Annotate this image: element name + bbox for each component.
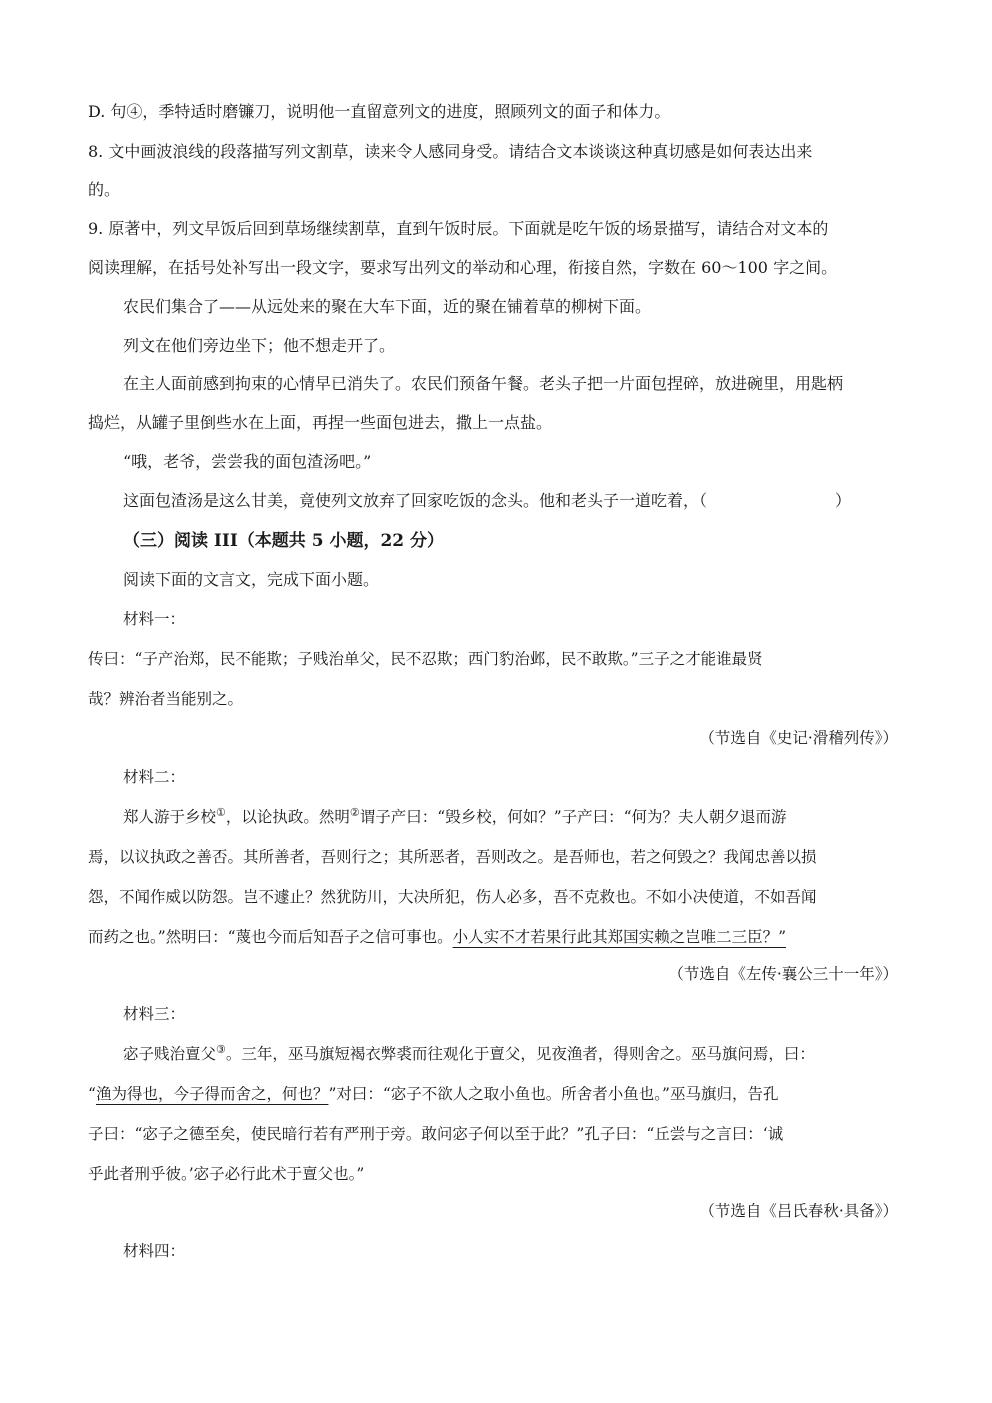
material-1-line2: 哉？辨治者当能别之。 [88,690,244,708]
material-3-line3: 子曰：“宓子之德至矣，使民暗行若有严刑于旁。敢问宓子何以至于此？”孔子曰：“丘尝与之言曰：‘诚 [88,1125,784,1143]
material-3-line2 [88,1083,778,1105]
material-2-line1-part-c: 谓子产曰：“毁乡校，何如？”子产曰：“何为？夫人朝夕退而游 [359,808,787,826]
passage-paragraph-5 [123,490,851,512]
passage-paragraph-4: “哦，老爷，尝尝我的面包渣汤吧。” [123,452,372,471]
q9-text-line1: 9. 原著中，列文早饭后回到草场继续割草，直到午饭时辰。下面就是吃午饭的场景描写，请结合对文本的 [88,219,829,238]
material-3-line4: 乎此者刑乎彼。’宓子必行此术于亶父也。” [88,1165,365,1183]
material-2-line4 [88,926,786,948]
material-3-line1-part-a: 宓子贱治亶父 [123,1045,217,1063]
q8-text-line2: 的。 [88,180,121,199]
material-3-line1 [123,1043,815,1065]
material-2-source: （节选自《左传·襄公三十一年》） [668,965,898,983]
material-2-line1-part-a: 郑人游于乡校 [123,808,217,826]
passage-paragraph-2: 列文在他们旁边坐下；他不想走开了。 [123,336,396,355]
material-3-source: （节选自《吕氏春秋·具备》） [699,1202,898,1220]
paragraph-5-text: 这面包渣汤是这么甘美，竟使列文放弃了回家吃饭的念头。他和老头子一道吃着，（ [123,491,708,510]
footnote-marker-1: ① [216,806,226,819]
q8-text-line1: 8. 文中画波浪线的段落描写列文割草，读来令人感同身受。请结合文本谈谈这种真切感是如何表达出来 [88,142,813,161]
closing-paren: ） [835,491,852,510]
material-1-line1: 传曰：“子产治郑，民不能欺；子贱治单父，民不忍欺；西门豹治邺，民不敢欺。”三子之才能谁最贤 [88,650,763,668]
material-2-label: 材料二： [123,768,186,786]
section3-heading: （三）阅读 III（本题共 5 小题，22 分） [123,531,445,551]
material-2-line2: 焉，以议执政之善否。其所善者，吾则行之；其所恶者，吾则改之。是吾师也，若之何毁之？我闻忠善以损 [88,848,817,866]
material-3-open-quote: “ [88,1085,96,1103]
section3-instruction: 阅读下面的文言文，完成下面小题。 [123,570,380,589]
material-3-line1-part-b: 。三年，巫马旗短褐衣弊裘而往观化于亶父，见夜渔者，得则舍之。巫马旗问焉，曰： [225,1045,815,1063]
footnote-marker-3: ③ [216,1043,226,1056]
material-1-label: 材料一： [123,610,186,628]
material-2-line4-text: 而药之也。”然明曰：“蔑也今而后知吾子之信可事也。 [88,928,453,946]
material-2-line3: 怨，不闻作威以防怨。岂不遽止？然犹防川，大决所犯，伤人必多，吾不克救也。不如小决使道，不如吾闻 [88,888,817,906]
material-3-label: 材料三： [123,1005,186,1023]
material-2-line1 [123,806,787,828]
passage-paragraph-3-line2: 捣烂，从罐子里倒些水在上面，再捏一些面包进去，撒上一点盐。 [88,413,553,432]
footnote-marker-2: ② [349,806,360,819]
material-4-label: 材料四： [123,1242,186,1260]
passage-paragraph-3-line1: 在主人面前感到拘束的心情早已消失了。农民们预备午餐。老头子把一片面包捏碎，放进碗里，用匙柄 [123,374,844,393]
material-3-line2-text: ”对曰：“宓子不欲人之取小鱼也。所舍者小鱼也。”巫马旗归，告孔 [328,1085,779,1103]
passage-paragraph-1: 农民们集合了——从远处来的聚在大车下面，近的聚在铺着草的柳树下面。 [123,297,652,316]
q9-text-line2: 阅读理解，在括号处补写出一段文字，要求写出列文的举动和心理，衔接自然，字数在 60～100 字之间。 [88,258,838,277]
underlined-translation-sentence-2: 渔为得也，今子得而舍之，何也？ [95,1085,329,1103]
underlined-translation-sentence-1: 小人实不才若果行此其郑国实赖之岂唯二三臣？” [452,928,787,946]
material-2-line1-part-b: ，以论执政。然明 [225,808,350,826]
q7-option-d: D. 句④，季特适时磨镰刀，说明他一直留意列文的进度，照顾列文的面子和体力。 [88,102,671,121]
material-1-source: （节选自《史记·滑稽列传》） [699,729,898,747]
